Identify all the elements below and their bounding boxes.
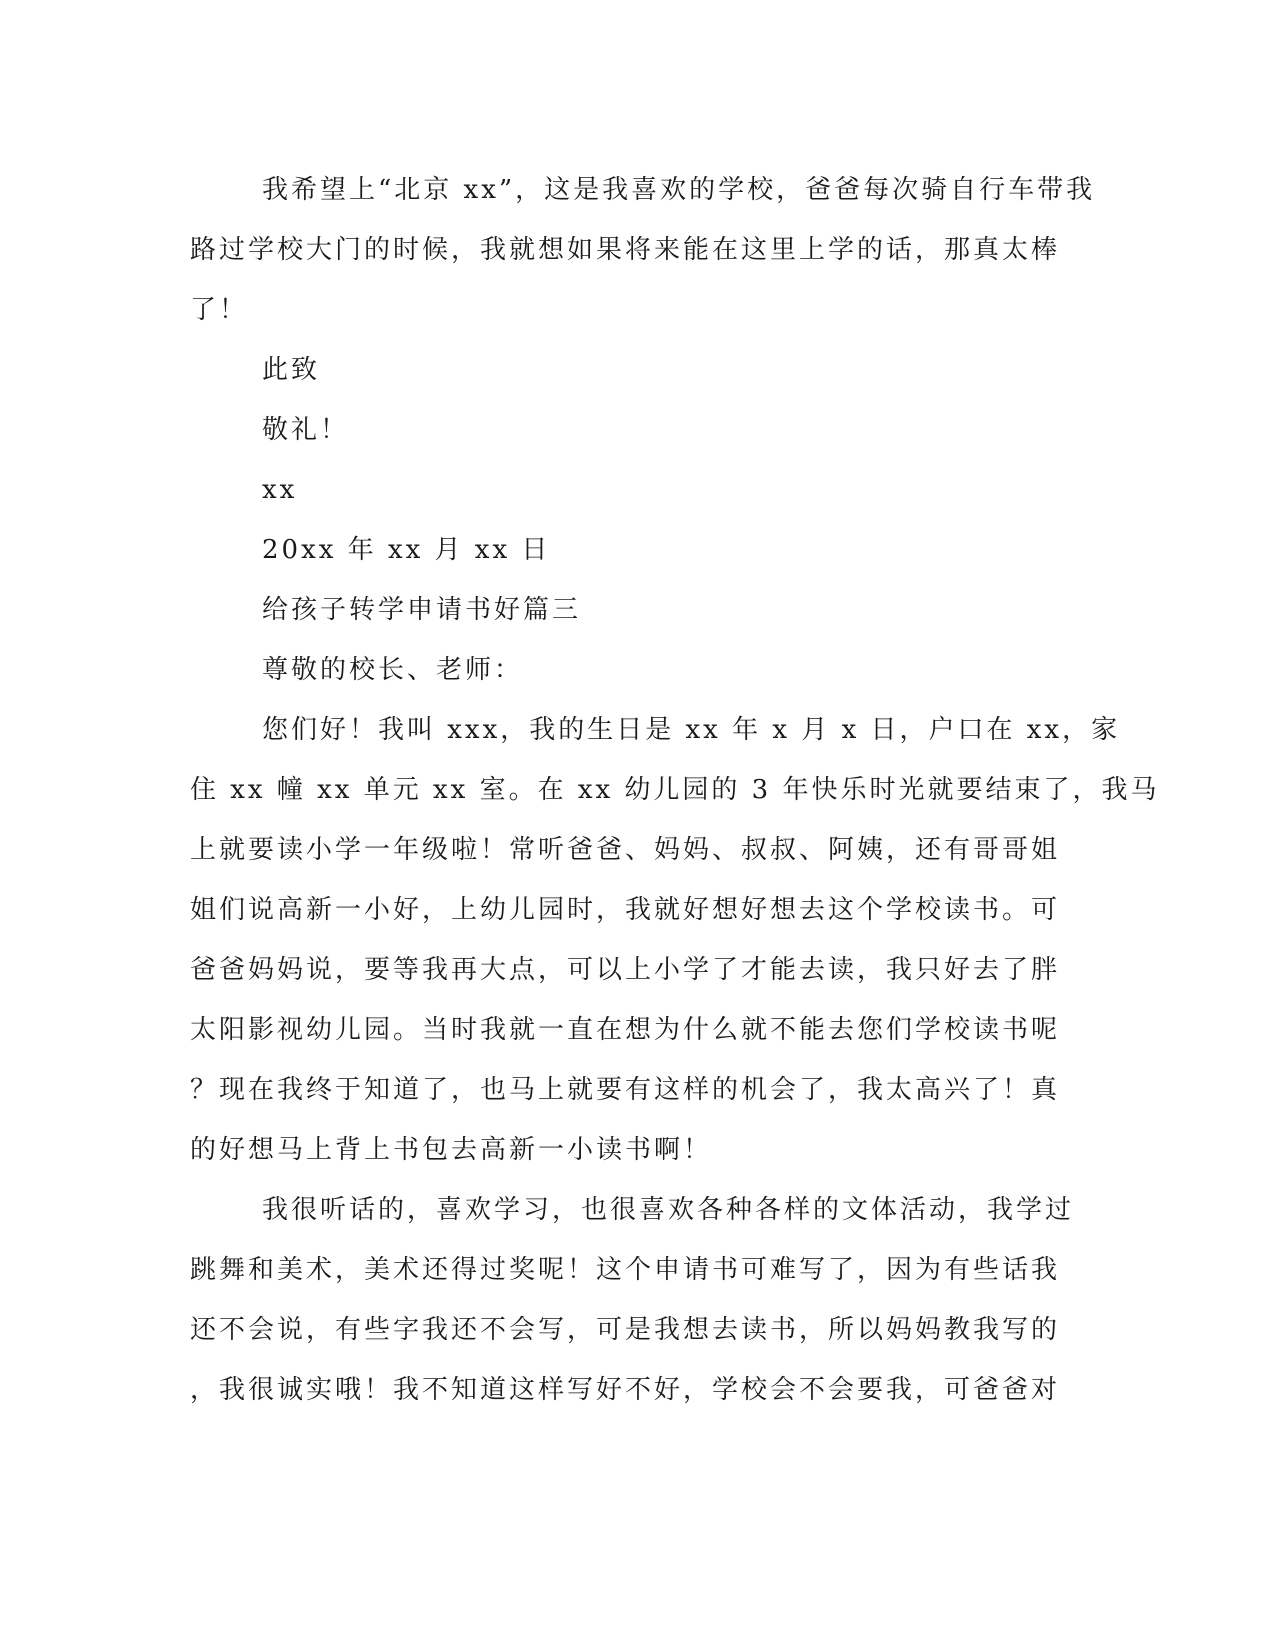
text-line: ？现在我终于知道了，也马上就要有这样的机会了，我太高兴了！真 (190, 1075, 1061, 1105)
text-line: 我很听话的，喜欢学习，也很喜欢各种各样的文体活动，我学过 (262, 1195, 1075, 1225)
text-line: 我希望上“北京 xx”，这是我喜欢的学校，爸爸每次骑自行车带我 (262, 175, 1096, 205)
text-line: 的好想马上背上书包去高新一小读书啊！ (190, 1135, 713, 1165)
text-line: 跳舞和美术，美术还得过奖呢！这个申请书可难写了，因为有些话我 (190, 1255, 1061, 1285)
closing-salutation: 此致 (262, 355, 321, 385)
document-body (190, 160, 1160, 1420)
text-line: 住 xx 幢 xx 单元 xx 室。在 xx 幼儿园的 3 年快乐时光就要结束了，我马 (190, 775, 1160, 805)
signature-name: xx (262, 475, 298, 505)
signature-date: 20xx 年 xx 月 xx 日 (262, 535, 551, 565)
text-line: 路过学校大门的时候，我就想如果将来能在这里上学的话，那真太棒 (190, 235, 1061, 265)
section-title: 给孩子转学申请书好篇三 (262, 595, 582, 625)
text-line: 姐们说高新一小好，上幼儿园时，我就好想好想去这个学校读书。可 (190, 895, 1061, 925)
closing-regards: 敬礼！ (262, 415, 350, 445)
text-line: 爸爸妈妈说，要等我再大点，可以上小学了才能去读，我只好去了胖 (190, 955, 1061, 985)
text-line: 太阳影视幼儿园。当时我就一直在想为什么就不能去您们学校读书呢 (190, 1015, 1061, 1045)
text-line: 上就要读小学一年级啦！常听爸爸、妈妈、叔叔、阿姨，还有哥哥姐 (190, 835, 1061, 865)
letter-greeting: 尊敬的校长、老师： (262, 655, 524, 685)
text-line: ，我很诚实哦！我不知道这样写好不好，学校会不会要我，可爸爸对 (190, 1375, 1061, 1405)
text-line: 还不会说，有些字我还不会写，可是我想去读书，所以妈妈教我写的 (190, 1315, 1061, 1345)
text-line: 您们好！我叫 xxx，我的生日是 xx 年 x 月 x 日，户口在 xx，家 (262, 715, 1121, 745)
text-line: 了！ (190, 295, 249, 325)
